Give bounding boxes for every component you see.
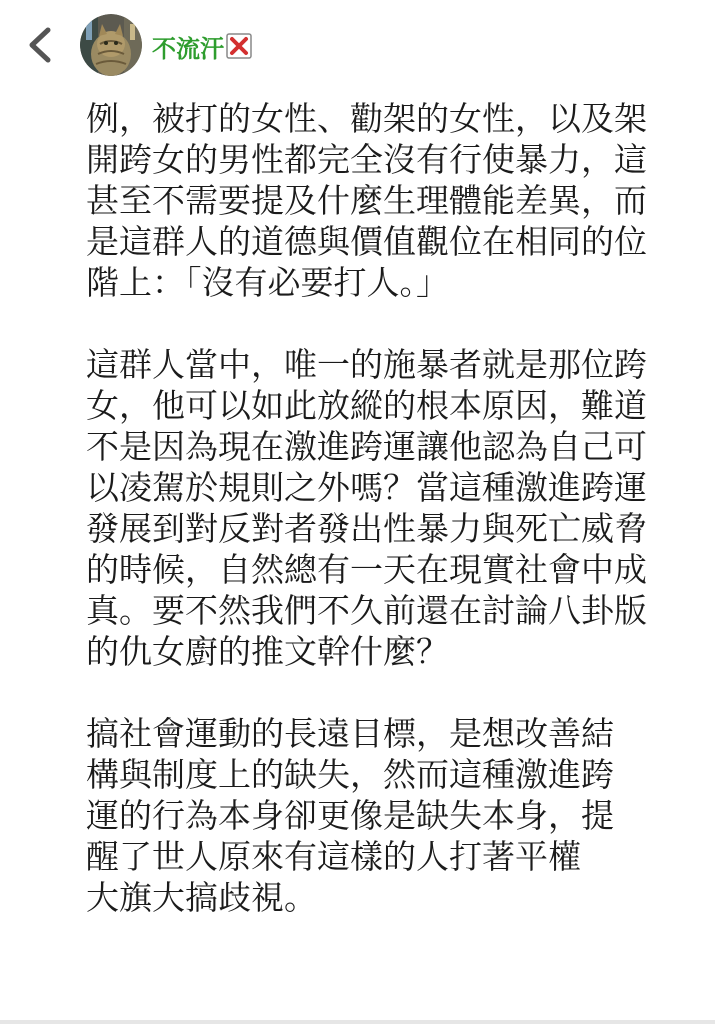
post-header	[0, 0, 715, 90]
bottom-divider	[0, 1020, 715, 1024]
cat-avatar-icon	[80, 14, 142, 76]
cross-mark-icon	[226, 33, 252, 59]
post-body	[86, 98, 676, 918]
username-text: 不流汗	[152, 34, 224, 63]
post-paragraph: 這群人當中，唯一的施暴者就是那位跨 女，他可以如此放縱的根本原因，難道 不是因為現在激進跨運讓他認為自己可 以凌駕於規則之外嗎？當這種激進跨運 發展到對反對者發出性暴力與死亡威脅 的時候，自然總有一天在現實社會中成 真。要不然我們不久前還在討論八卦版 的仇女廚的推文幹什麼？	[86, 345, 647, 671]
chevron-left-icon	[20, 22, 60, 68]
avatar[interactable]	[80, 14, 142, 76]
post-paragraph: 例，被打的女性、勸架的女性，以及架 開跨女的男性都完全沒有行使暴力，這 甚至不需要提及什麼生理體能差異，而 是這群人的道德與價值觀位在相同的位 階上：「沒有必要打人。」	[86, 99, 647, 302]
username[interactable]	[152, 28, 252, 64]
back-button[interactable]	[20, 22, 60, 68]
post-paragraph: 搞社會運動的長遠目標，是想改善結 構與制度上的缺失，然而這種激進跨 運的行為本身卻更像是缺失本身，提 醒了世人原來有這樣的人打著平權 大旗大搞歧視。	[86, 714, 614, 917]
